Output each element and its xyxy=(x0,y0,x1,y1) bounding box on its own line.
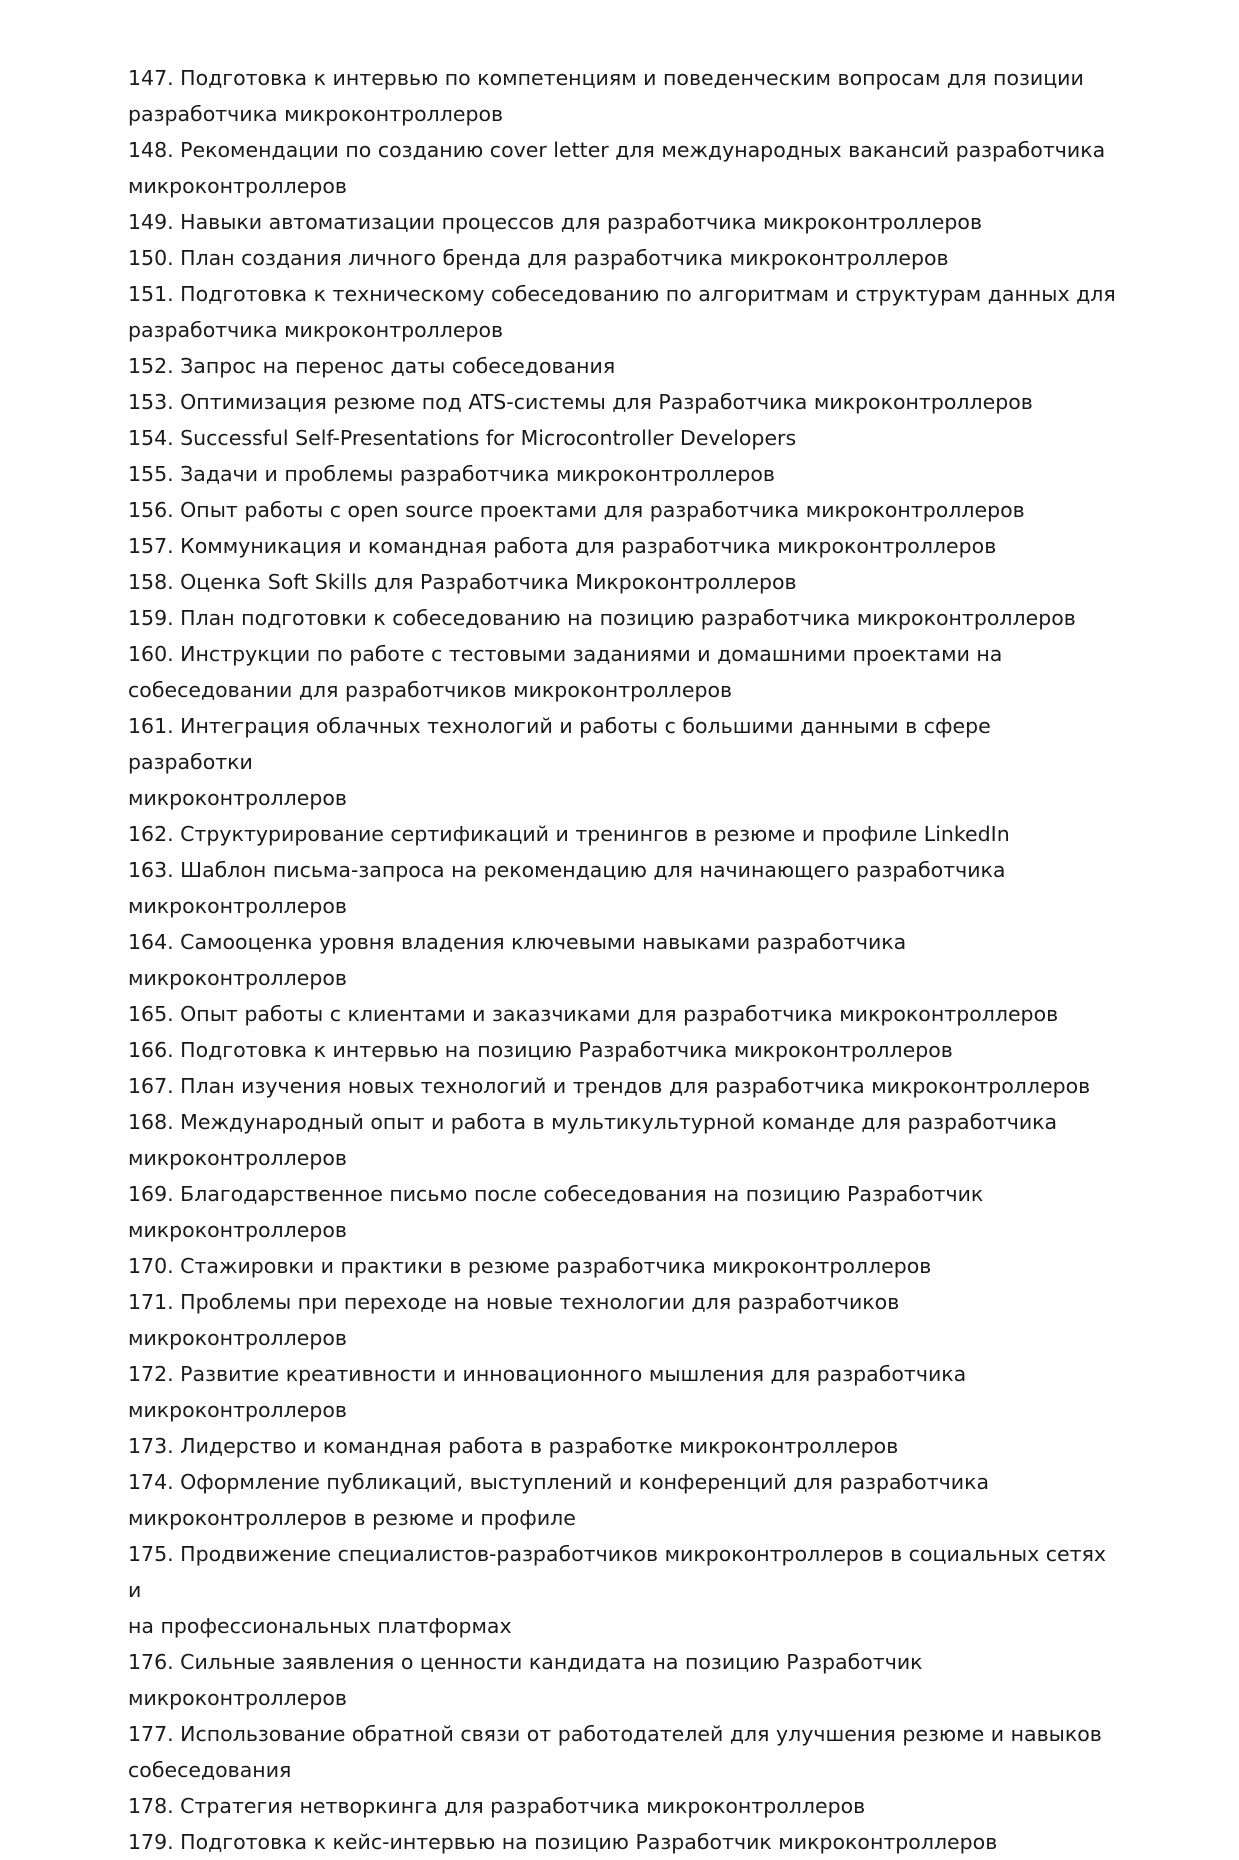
list-item: 151. Подготовка к техническому собеседованию по алгоритмам и структурам данных для разработчика микроконтроллеров xyxy=(128,282,1116,342)
list-item: 152. Запрос на перенос даты собеседования xyxy=(128,354,616,378)
list-item: 164. Самооценка уровня владения ключевыми навыками разработчика микроконтроллеров xyxy=(128,930,907,990)
list-item: 161. Интеграция облачных технологий и работы с большими данными в сфере разработки микроконтроллеров xyxy=(128,714,991,810)
list-item: 147. Подготовка к интервью по компетенциям и поведенческим вопросам для позиции разработчика микроконтроллеров xyxy=(128,66,1084,126)
list-item: 162. Структурирование сертификаций и тренингов в резюме и профиле LinkedIn xyxy=(128,822,1010,846)
list-item: 168. Международный опыт и работа в мультикультурной команде для разработчика микроконтроллеров xyxy=(128,1110,1058,1170)
list-item: 148. Рекомендации по созданию cover letter для международных вакансий разработчика микроконтроллеров xyxy=(128,138,1106,198)
list-item: 166. Подготовка к интервью на позицию Разработчика микроконтроллеров xyxy=(128,1038,953,1062)
list-item: 159. План подготовки к собеседованию на позицию разработчика микроконтроллеров xyxy=(128,606,1076,630)
list-item: 165. Опыт работы с клиентами и заказчиками для разработчика микроконтроллеров xyxy=(128,1002,1059,1026)
list-item: 174. Оформление публикаций, выступлений и конференций для разработчика микроконтроллеров в резюме и профиле xyxy=(128,1470,990,1530)
list-item: 173. Лидерство и командная работа в разработке микроконтроллеров xyxy=(128,1434,899,1458)
list-item: 149. Навыки автоматизации процессов для разработчика микроконтроллеров xyxy=(128,210,983,234)
list-item: 158. Оценка Soft Skills для Разработчика Микроконтроллеров xyxy=(128,570,797,594)
list-item: 167. План изучения новых технологий и трендов для разработчика микроконтроллеров xyxy=(128,1074,1091,1098)
list-item: 153. Оптимизация резюме под ATS-системы для Разработчика микроконтроллеров xyxy=(128,390,1033,414)
list-item: 155. Задачи и проблемы разработчика микроконтроллеров xyxy=(128,462,775,486)
list-item: 178. Стратегия нетворкинга для разработчика микроконтроллеров xyxy=(128,1794,866,1818)
list-item: 154. Successful Self-Presentations for Microcontroller Developers xyxy=(128,426,797,450)
list-item: 157. Коммуникация и командная работа для разработчика микроконтроллеров xyxy=(128,534,997,558)
list-item: 172. Развитие креативности и инновационного мышления для разработчика микроконтроллеров xyxy=(128,1362,967,1422)
list-item: 150. План создания личного бренда для разработчика микроконтроллеров xyxy=(128,246,949,270)
list-item: 160. Инструкции по работе с тестовыми заданиями и домашними проектами на собеседовании для разработчиков микроконтроллеров xyxy=(128,642,1003,702)
list-item: 177. Использование обратной связи от работодателей для улучшения резюме и навыков собеседования xyxy=(128,1722,1102,1782)
list-item: 175. Продвижение специалистов-разработчиков микроконтроллеров в социальных сетях и на профессиональных платформах xyxy=(128,1542,1107,1638)
document-page xyxy=(128,60,1118,1860)
list-item: 171. Проблемы при переходе на новые технологии для разработчиков микроконтроллеров xyxy=(128,1290,900,1350)
list-item: 170. Стажировки и практики в резюме разработчика микроконтроллеров xyxy=(128,1254,932,1278)
list-item: 169. Благодарственное письмо после собеседования на позицию Разработчик микроконтроллеров xyxy=(128,1182,984,1242)
list-item: 176. Сильные заявления о ценности кандидата на позицию Разработчик микроконтроллеров xyxy=(128,1650,923,1710)
list-item: 179. Подготовка к кейс-интервью на позицию Разработчик микроконтроллеров xyxy=(128,1830,998,1854)
list-item: 156. Опыт работы с open source проектами для разработчика микроконтроллеров xyxy=(128,498,1025,522)
list-item: 163. Шаблон письма-запроса на рекомендацию для начинающего разработчика микроконтроллеров xyxy=(128,858,1006,918)
